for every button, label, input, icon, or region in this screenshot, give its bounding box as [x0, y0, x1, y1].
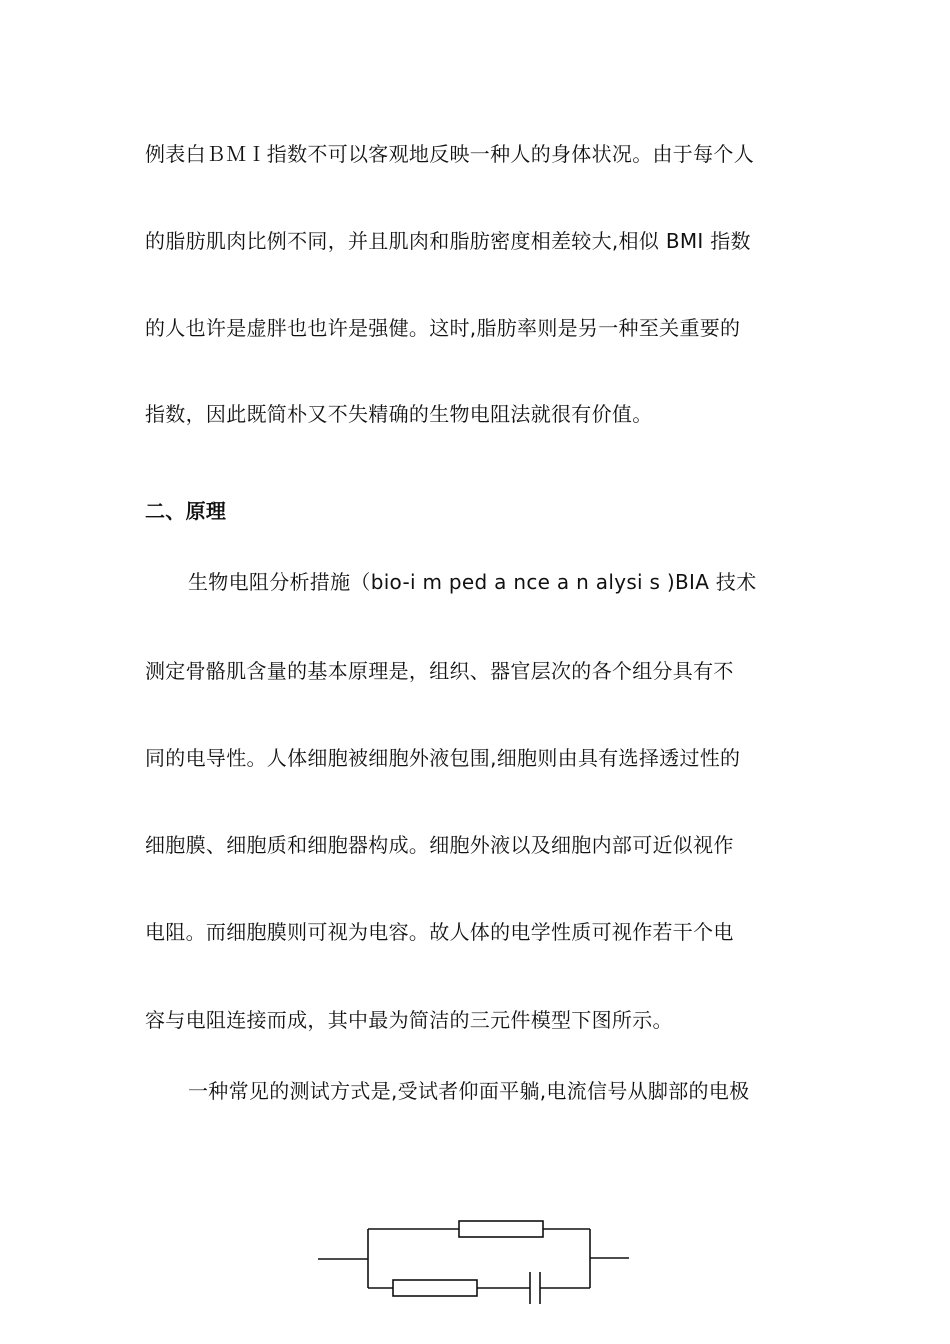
paragraph-2-line-2: 测定骨骼肌含量的基本原理是，组织、器官层次的各个组分具有不 — [145, 659, 734, 683]
paragraph-2-line-5: 电阻。而细胞膜则可视为电容。故人体的电学性质可视作若干个电 — [145, 920, 734, 944]
bottom-resistor — [393, 1280, 477, 1296]
paragraph-2-line-3: 同的电导性。人体细胞被细胞外液包围,细胞则由具有选择透过性的 — [145, 746, 741, 770]
paragraph-2-line-6: 容与电阻连接而成，其中最为简洁的三元件模型下图所示。 — [145, 1008, 673, 1032]
section-heading: 二、原理 — [145, 499, 227, 523]
paragraph-1-line-2: 的脂肪肌肉比例不同，并且肌肉和脂肪密度相差较大,相似 BMI 指数 — [145, 229, 751, 253]
paragraph-1-line-4: 指数，因此既简朴又不失精确的生物电阻法就很有价值。 — [145, 402, 653, 426]
paragraph-1-line-1: 例表白ＢＭＩ指数不可以客观地反映一种人的身体状况。由于每个人 — [145, 142, 754, 166]
top-resistor — [459, 1221, 543, 1237]
paragraph-3-line-1: 一种常见的测试方式是,受试者仰面平躺,电流信号从脚部的电极 — [188, 1079, 750, 1103]
paragraph-1-line-3: 的人也许是虚胖也也许是强健。这时,脂肪率则是另一种至关重要的 — [145, 316, 741, 340]
paragraph-2-line-1: 生物电阻分析措施（bio-i m ped a nce a n alysi s )BIA 技术 — [188, 570, 757, 594]
paragraph-2-line-4: 细胞膜、细胞质和细胞器构成。细胞外液以及细胞内部可近似视作 — [145, 833, 734, 857]
